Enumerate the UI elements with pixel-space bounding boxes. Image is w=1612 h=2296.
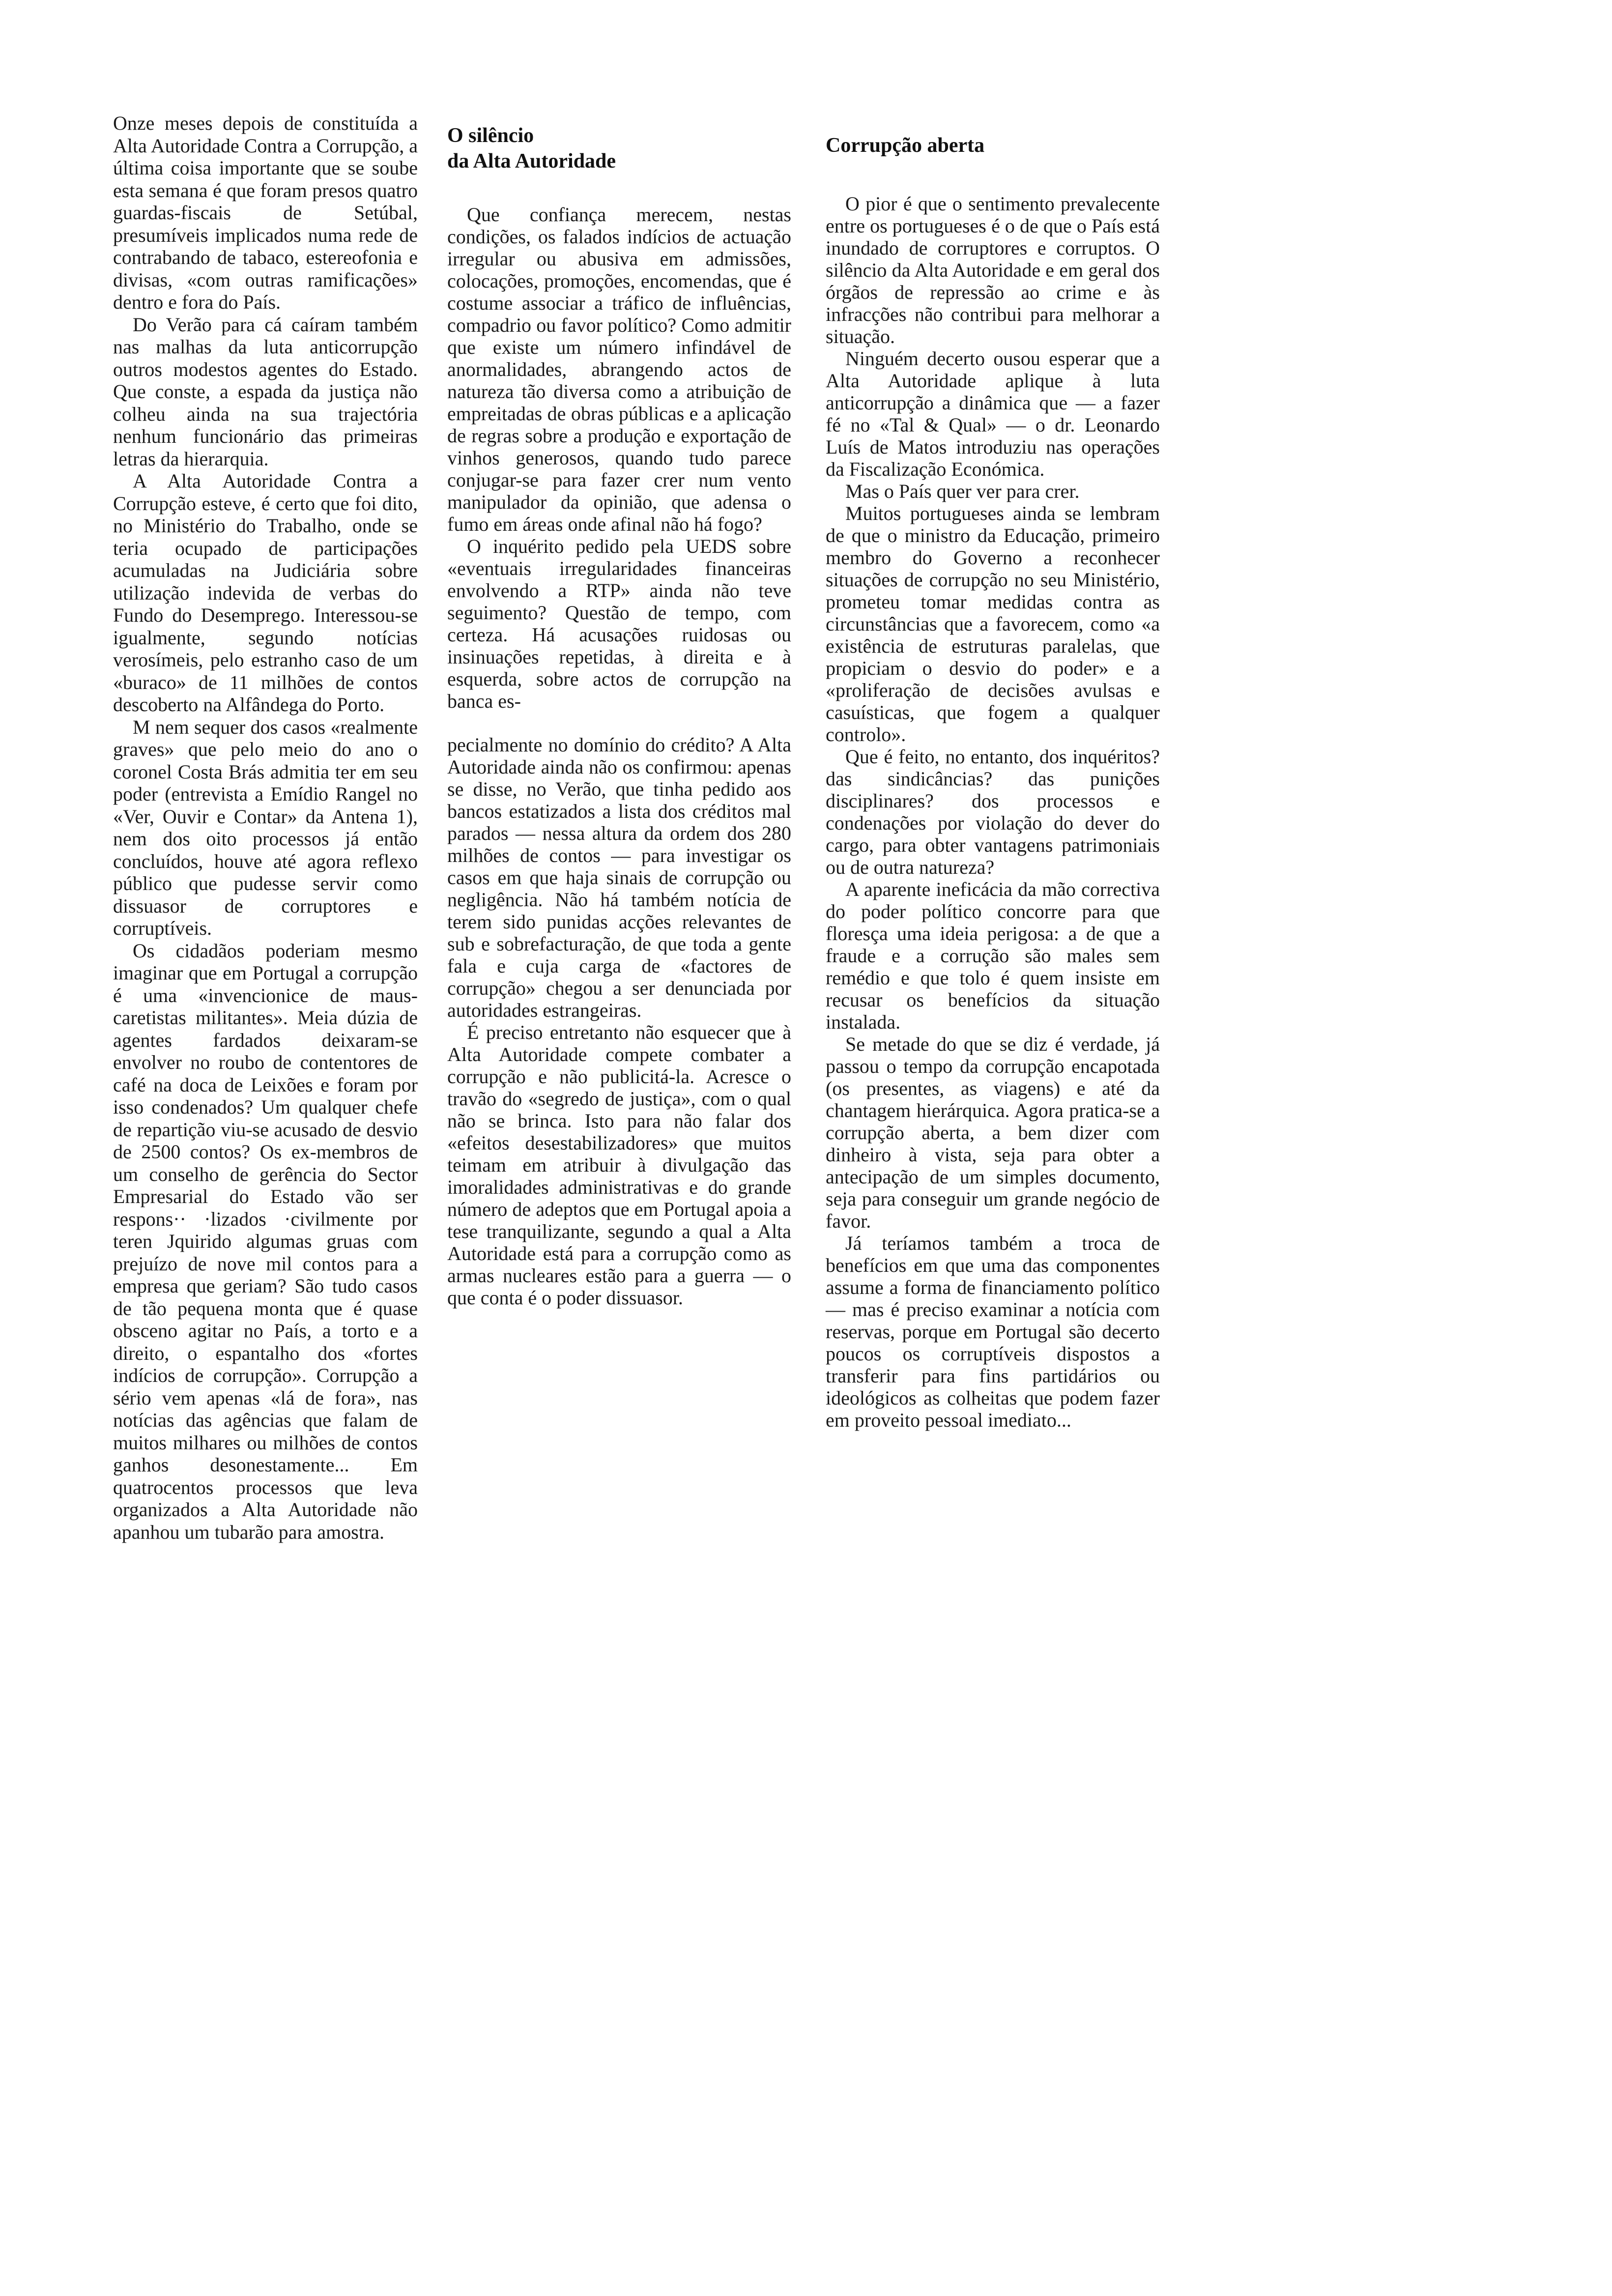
paragraph: Que é feito, no entanto, dos inquéritos? das sindicâncias? das punições disciplinares? dos processos e condenações por violação do dever do cargo, para obter vantagens patrimoniais ou de outra natureza? — [826, 746, 1160, 878]
paragraph: A Alta Autoridade Contra a Corrupção esteve, é certo que foi dito, no Ministério do Trabalho, onde se teria ocupado de participações acumuladas na Judiciária sobre utilização indevida de verbas do Fundo do Desemprego. Interessou-se igualmente, segundo notícias verosímeis, pelo estranho caso de um «buraco» de 11 milhões de contos descoberto na Alfândega do Porto. — [113, 470, 418, 716]
paragraph: Os cidadãos poderiam mesmo imaginar que em Portugal a corrupção é uma «invencionice de maus-caretistas militantes». Meia dúzia de agentes fardados deixaram-se envolver no roubo de contentores de café na doca de Leixões e foram por isso condenados? Um qualquer chefe de repartição viu-se acusado de desvio de 2500 contos? Os ex-membros de um conselho de gerência do Sector Empresarial do Estado vão ser respons·· ·lizados ·civilmente por teren Jquirido algumas gruas com prejuízo de nove mil contos para a empresa que geriam? São tudo casos de tão pequena monta que é quase obsceno agitar no País, a torto e a direito, o espantalho dos «fortes indícios de corrupção». Corrupção a sério vem apenas «lá de fora», nas notícias das agências que falam de muitos milhares ou milhões de contos ganhos desonestamente... Em quatrocentos processos que leva organizados a Alta Autoridade não apanhou um tubarão para amostra. — [113, 939, 418, 1543]
paragraph: A aparente ineficácia da mão correctiva do poder político concorre para que floresça uma ideia perigosa: a de que a fraude e a corrução são males sem remédio e que tolo é quem insiste em recusar os benefícios da situação instalada. — [826, 878, 1160, 1033]
section-heading-line-2: da Alta Autoridade — [447, 150, 616, 172]
section-heading — [447, 123, 791, 174]
paragraph: Onze meses depois de constituída a Alta Autoridade Contra a Corrupção, a última coisa importante que se soube esta semana é que foram presos quatro guardas-fiscais de Setúbal, presumíveis implicados numa rede de contrabando de tabaco, estereofonia e divisas, «com outras ramificações» dentro e fora do País. — [113, 112, 418, 313]
section-heading-line-1: O silêncio — [447, 124, 534, 147]
paragraph: Que confiança merecem, nestas condições, os falados indícios de actuação irregular ou abusiva em admissões, colocações, promoções, encomendas, que é costume associar a tráfico de influências, compadrio ou favor político? Como admitir que existe um número infindável de anormalidades, abrangendo actos de natureza tão diversa como a atribuição de empreitadas de obras públicas e a aplicação de regras sobre a produção e exportação de vinhos generosos, quando tudo parece conjugar-se para fazer crer num vento manipulador da opinião, que adensa o fumo em áreas onde afinal não há fogo? — [447, 203, 791, 535]
article-column-2 — [447, 123, 791, 1309]
paragraph: Ninguém decerto ousou esperar que a Alta Autoridade aplique à luta anticorrupção a dinâmica que — a fazer fé no «Tal & Qual» — o dr. Leonardo Luís de Matos introduziu nas operações da Fiscalização Económica. — [826, 347, 1160, 480]
paragraph: M nem sequer dos casos «realmente graves» que pelo meio do ano o coronel Costa Brás admitia ter em seu poder (entrevista a Emídio Rangel no «Ver, Ouvir e Contar» da Antena 1), nem dos oito processos já então concluídos, houve até agora reflexo público que pudesse servir como dissuasor de corruptores e corruptíveis. — [113, 716, 418, 939]
column-break-gap — [447, 712, 791, 734]
article-column-1 — [113, 112, 418, 1543]
paragraph: pecialmente no domínio do crédito? A Alta Autoridade ainda não os confirmou: apenas se disse, no Verão, que tinha pedido aos bancos estatizados a lista dos créditos mal parados — nessa altura da ordem dos 280 milhões de contos — para investigar os casos em que haja sinais de corrupção ou negligência. Não há também notícia de terem sido punidas acções relevantes de sub e sobrefacturação, de que toda a gente fala e cuja carga de «factores de corrupção» chegou a ser denunciada por autoridades estrangeiras. — [447, 734, 791, 1021]
paragraph: Mas o País quer ver para crer. — [845, 480, 1080, 502]
paragraph: O inquérito pedido pela UEDS sobre «eventuais irregularidades financeiras envolvendo a RTP» ainda não teve seguimento? Questão de tempo, com certeza. Há acusações ruidosas ou insinuações repetidas, à direita e à esquerda, sobre actos de corrupção na banca es- — [447, 535, 791, 712]
paragraph: O pior é que o sentimento prevalecente entre os portugueses é o de que o País está inundado de corruptores e corruptos. O silêncio da Alta Autoridade e em geral dos órgãos de repressão ao crime e às infracções não contribui para melhorar a situação. — [826, 193, 1160, 347]
paragraph: Já teríamos também a troca de benefícios em que uma das componentes assume a forma de financiamento político — mas é preciso examinar a notícia com reservas, porque em Portugal são decerto poucos os corruptíveis dispostos a transferir para fins partidários ou ideológicos as colheitas que podem fazer em proveito pessoal imediato... — [826, 1232, 1160, 1431]
paragraph: Se metade do que se diz é verdade, já passou o tempo da corrupção encapotada (os presentes, as viagens) e até da chantagem hierárquica. Agora pratica-se a corrupção aberta, a bem dizer com dinheiro à vista, seja para obter a antecipação de um simples documento, seja para conseguir um grande negócio de favor. — [826, 1033, 1160, 1232]
section-heading: Corrupção aberta — [826, 134, 985, 157]
article-column-3 — [826, 133, 1160, 1431]
paragraph: É preciso entretanto não esquecer que à Alta Autoridade compete combater a corrupção e não publicitá-la. Acresce o travão do «segredo de justiça», com o qual não se brinca. Isto para não falar dos «efeitos desestabilizadores» que muitos teimam em atribuir à divulgação das imoralidades administrativas e do grande número de adeptos que em Portugal apoia a tese tranquilizante, segundo a qual a Alta Autoridade está para a corrupção como as armas nucleares estão para a guerra — o que conta é o poder dissuasor. — [447, 1021, 791, 1309]
paragraph: Do Verão para cá caíram também nas malhas da luta anticorrupção outros modestos agentes do Estado. Que conste, a espada da justiça não colheu ainda na sua trajectória nenhum funcionário das primeiras letras da hierarquia. — [113, 313, 418, 470]
paragraph: Muitos portugueses ainda se lembram de que o ministro da Educação, primeiro membro do Governo a reconhecer situações de corrupção no seu Ministério, prometeu tomar medidas contra as circunstâncias que a favorecem, como «a existência de estruturas paralelas, que propiciam o desvio do poder» e a «proliferação de decisões avulsas e casuísticas, que fogem a qualquer controlo». — [826, 502, 1160, 746]
